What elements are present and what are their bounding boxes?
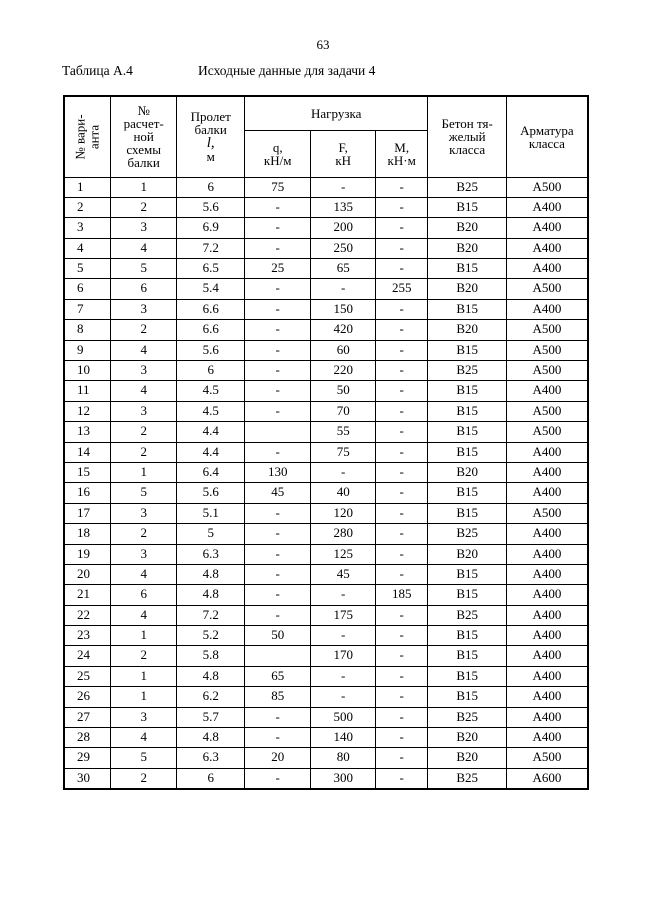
cell-rebar: А400	[507, 483, 588, 503]
cell-span: 6	[177, 768, 245, 788]
cell-q: -	[245, 728, 311, 748]
table-label: Таблица А.4	[62, 63, 133, 78]
cell-span: 5.8	[177, 646, 245, 666]
cell-f: -	[311, 626, 376, 646]
cell-span: 6.6	[177, 320, 245, 340]
cell-rebar: А400	[507, 666, 588, 686]
cell-rebar: А500	[507, 401, 588, 421]
cell-q: -	[245, 340, 311, 360]
cell-m: -	[376, 462, 428, 482]
cell-m: -	[376, 605, 428, 625]
cell-span: 6.4	[177, 462, 245, 482]
cell-scheme: 4	[111, 381, 177, 401]
cell-span: 7.2	[177, 238, 245, 258]
cell-scheme: 3	[111, 707, 177, 727]
table-row	[64, 442, 588, 462]
cell-q: -	[245, 707, 311, 727]
cell-concrete: В15	[428, 646, 507, 666]
cell-q: -	[245, 279, 311, 299]
cell-variant: 7	[64, 299, 111, 319]
cell-concrete: В15	[428, 381, 507, 401]
table-row	[64, 279, 588, 299]
cell-scheme: 4	[111, 238, 177, 258]
cell-q: -	[245, 238, 311, 258]
cell-variant: 15	[64, 462, 111, 482]
cell-f: 170	[311, 646, 376, 666]
cell-rebar: А500	[507, 279, 588, 299]
cell-scheme: 2	[111, 646, 177, 666]
cell-concrete: В25	[428, 768, 507, 788]
cell-f: 250	[311, 238, 376, 258]
cell-concrete: В20	[428, 462, 507, 482]
header-concrete: Бетон тя- желый класса	[428, 96, 507, 177]
cell-q: -	[245, 442, 311, 462]
cell-m: -	[376, 524, 428, 544]
cell-scheme: 2	[111, 524, 177, 544]
cell-scheme: 2	[111, 768, 177, 788]
cell-m: -	[376, 748, 428, 768]
cell-variant: 27	[64, 707, 111, 727]
cell-scheme: 1	[111, 462, 177, 482]
cell-span: 6.2	[177, 687, 245, 707]
cell-f: 45	[311, 564, 376, 584]
cell-q: 130	[245, 462, 311, 482]
cell-m: -	[376, 299, 428, 319]
cell-q: -	[245, 768, 311, 788]
cell-q: -	[245, 320, 311, 340]
table-row	[64, 748, 588, 768]
cell-scheme: 1	[111, 626, 177, 646]
cell-concrete: В20	[428, 544, 507, 564]
cell-scheme: 5	[111, 748, 177, 768]
table-row	[64, 564, 588, 584]
cell-concrete: В20	[428, 748, 507, 768]
cell-concrete: В15	[428, 422, 507, 442]
cell-m: -	[376, 340, 428, 360]
cell-m: -	[376, 401, 428, 421]
cell-rebar: А500	[507, 361, 588, 381]
cell-rebar: А400	[507, 707, 588, 727]
cell-rebar: А400	[507, 197, 588, 217]
cell-variant: 11	[64, 381, 111, 401]
table-title: Исходные данные для задачи 4	[198, 63, 376, 78]
cell-q: -	[245, 401, 311, 421]
cell-f: 220	[311, 361, 376, 381]
cell-span: 5.6	[177, 340, 245, 360]
header-scheme: № расчет- ной схемы балки	[111, 96, 177, 177]
cell-m: -	[376, 626, 428, 646]
cell-f: 60	[311, 340, 376, 360]
header-variant: № вари- анта	[64, 96, 111, 177]
cell-q: 25	[245, 259, 311, 279]
input-data-table	[63, 95, 589, 790]
cell-variant: 4	[64, 238, 111, 258]
cell-f: 200	[311, 218, 376, 238]
cell-span: 5.1	[177, 503, 245, 523]
cell-f: 420	[311, 320, 376, 340]
cell-variant: 14	[64, 442, 111, 462]
cell-f: 55	[311, 422, 376, 442]
table-row	[64, 422, 588, 442]
cell-concrete: В15	[428, 626, 507, 646]
cell-scheme: 1	[111, 687, 177, 707]
cell-q: -	[245, 299, 311, 319]
cell-concrete: В15	[428, 585, 507, 605]
cell-f: -	[311, 462, 376, 482]
table-row	[64, 259, 588, 279]
cell-q	[245, 646, 311, 666]
cell-f: -	[311, 687, 376, 707]
cell-variant: 9	[64, 340, 111, 360]
cell-span: 4.4	[177, 442, 245, 462]
cell-f: 280	[311, 524, 376, 544]
cell-span: 5.6	[177, 197, 245, 217]
cell-rebar: А500	[507, 320, 588, 340]
header-f: F, кН	[311, 130, 376, 177]
cell-f: 80	[311, 748, 376, 768]
cell-variant: 13	[64, 422, 111, 442]
cell-m: -	[376, 238, 428, 258]
cell-span: 6.3	[177, 544, 245, 564]
cell-variant: 18	[64, 524, 111, 544]
cell-variant: 26	[64, 687, 111, 707]
table-row	[64, 483, 588, 503]
cell-rebar: А400	[507, 462, 588, 482]
cell-scheme: 3	[111, 503, 177, 523]
cell-variant: 1	[64, 177, 111, 197]
cell-concrete: В15	[428, 340, 507, 360]
cell-rebar: А400	[507, 646, 588, 666]
cell-concrete: В20	[428, 728, 507, 748]
header-load: Нагрузка	[245, 96, 428, 130]
cell-f: 50	[311, 381, 376, 401]
cell-rebar: А600	[507, 768, 588, 788]
header-rebar: Арматура класса	[507, 96, 588, 177]
table-row	[64, 320, 588, 340]
cell-m: -	[376, 687, 428, 707]
cell-concrete: В25	[428, 707, 507, 727]
cell-concrete: В15	[428, 564, 507, 584]
cell-span: 6	[177, 361, 245, 381]
table-row	[64, 462, 588, 482]
cell-m: -	[376, 483, 428, 503]
cell-m: -	[376, 442, 428, 462]
table-row	[64, 666, 588, 686]
cell-rebar: А400	[507, 728, 588, 748]
cell-concrete: В15	[428, 299, 507, 319]
table-row	[64, 177, 588, 197]
cell-rebar: А500	[507, 340, 588, 360]
cell-q: -	[245, 524, 311, 544]
cell-scheme: 3	[111, 361, 177, 381]
cell-rebar: А400	[507, 524, 588, 544]
cell-f: 65	[311, 259, 376, 279]
cell-span: 6.9	[177, 218, 245, 238]
cell-span: 5.6	[177, 483, 245, 503]
cell-concrete: В20	[428, 320, 507, 340]
cell-rebar: А500	[507, 422, 588, 442]
cell-concrete: В15	[428, 666, 507, 686]
cell-f: -	[311, 666, 376, 686]
cell-f: 175	[311, 605, 376, 625]
table-row	[64, 544, 588, 564]
table-row	[64, 626, 588, 646]
cell-span: 4.8	[177, 585, 245, 605]
table-row	[64, 503, 588, 523]
cell-f: 125	[311, 544, 376, 564]
cell-variant: 20	[64, 564, 111, 584]
cell-q: 45	[245, 483, 311, 503]
header-m: M, кН·м	[376, 130, 428, 177]
cell-f: 75	[311, 442, 376, 462]
cell-m: -	[376, 564, 428, 584]
cell-m: 185	[376, 585, 428, 605]
cell-span: 5.4	[177, 279, 245, 299]
cell-span: 4.8	[177, 728, 245, 748]
cell-scheme: 6	[111, 279, 177, 299]
cell-scheme: 4	[111, 728, 177, 748]
cell-q: -	[245, 564, 311, 584]
cell-m: -	[376, 381, 428, 401]
cell-span: 4.8	[177, 666, 245, 686]
cell-q: -	[245, 361, 311, 381]
table-row	[64, 361, 588, 381]
table-row	[64, 728, 588, 748]
cell-rebar: А400	[507, 299, 588, 319]
cell-f: 300	[311, 768, 376, 788]
cell-rebar: А400	[507, 564, 588, 584]
cell-f: 70	[311, 401, 376, 421]
table-row	[64, 197, 588, 217]
table-row	[64, 646, 588, 666]
cell-span: 5.2	[177, 626, 245, 646]
header-span: Пролет балки l, м	[177, 96, 245, 177]
cell-m: -	[376, 177, 428, 197]
cell-scheme: 5	[111, 259, 177, 279]
cell-variant: 23	[64, 626, 111, 646]
cell-rebar: А400	[507, 381, 588, 401]
table-row	[64, 687, 588, 707]
cell-span: 4.5	[177, 401, 245, 421]
cell-span: 7.2	[177, 605, 245, 625]
cell-m: 255	[376, 279, 428, 299]
cell-scheme: 2	[111, 320, 177, 340]
cell-q: 75	[245, 177, 311, 197]
cell-rebar: А400	[507, 687, 588, 707]
cell-rebar: А500	[507, 503, 588, 523]
cell-scheme: 1	[111, 177, 177, 197]
table-row	[64, 340, 588, 360]
cell-f: -	[311, 177, 376, 197]
cell-m: -	[376, 544, 428, 564]
cell-f: -	[311, 585, 376, 605]
cell-q: -	[245, 605, 311, 625]
cell-m: -	[376, 422, 428, 442]
cell-scheme: 1	[111, 666, 177, 686]
cell-concrete: В25	[428, 605, 507, 625]
cell-q: 20	[245, 748, 311, 768]
cell-f: 140	[311, 728, 376, 748]
cell-f: 40	[311, 483, 376, 503]
cell-concrete: В15	[428, 503, 507, 523]
cell-q: -	[245, 197, 311, 217]
cell-m: -	[376, 320, 428, 340]
cell-m: -	[376, 197, 428, 217]
table-row	[64, 585, 588, 605]
cell-scheme: 4	[111, 340, 177, 360]
cell-m: -	[376, 768, 428, 788]
cell-span: 5	[177, 524, 245, 544]
table-row	[64, 401, 588, 421]
cell-variant: 8	[64, 320, 111, 340]
cell-m: -	[376, 666, 428, 686]
cell-variant: 2	[64, 197, 111, 217]
cell-span: 6.3	[177, 748, 245, 768]
table-row	[64, 768, 588, 788]
cell-q: 65	[245, 666, 311, 686]
cell-m: -	[376, 259, 428, 279]
cell-scheme: 6	[111, 585, 177, 605]
table-row	[64, 524, 588, 544]
cell-scheme: 2	[111, 197, 177, 217]
cell-scheme: 3	[111, 401, 177, 421]
cell-q: -	[245, 218, 311, 238]
cell-variant: 29	[64, 748, 111, 768]
cell-scheme: 2	[111, 422, 177, 442]
cell-q: -	[245, 503, 311, 523]
cell-f: 120	[311, 503, 376, 523]
cell-rebar: А400	[507, 585, 588, 605]
cell-variant: 10	[64, 361, 111, 381]
cell-m: -	[376, 728, 428, 748]
cell-rebar: А400	[507, 442, 588, 462]
cell-concrete: В20	[428, 279, 507, 299]
cell-m: -	[376, 646, 428, 666]
cell-concrete: В25	[428, 361, 507, 381]
cell-scheme: 5	[111, 483, 177, 503]
cell-variant: 22	[64, 605, 111, 625]
cell-span: 4.5	[177, 381, 245, 401]
cell-concrete: В15	[428, 259, 507, 279]
cell-variant: 12	[64, 401, 111, 421]
cell-rebar: А400	[507, 259, 588, 279]
cell-m: -	[376, 361, 428, 381]
cell-rebar: А500	[507, 748, 588, 768]
cell-scheme: 3	[111, 544, 177, 564]
table-row	[64, 238, 588, 258]
cell-variant: 6	[64, 279, 111, 299]
cell-span: 6.6	[177, 299, 245, 319]
cell-rebar: А400	[507, 605, 588, 625]
page-number: 63	[316, 37, 330, 52]
cell-variant: 24	[64, 646, 111, 666]
cell-concrete: В20	[428, 238, 507, 258]
cell-concrete: В15	[428, 483, 507, 503]
cell-variant: 17	[64, 503, 111, 523]
cell-variant: 19	[64, 544, 111, 564]
cell-rebar: А400	[507, 626, 588, 646]
cell-rebar: А400	[507, 238, 588, 258]
cell-concrete: В15	[428, 687, 507, 707]
table-row	[64, 381, 588, 401]
cell-m: -	[376, 707, 428, 727]
cell-variant: 28	[64, 728, 111, 748]
cell-concrete: В25	[428, 177, 507, 197]
cell-concrete: В20	[428, 218, 507, 238]
cell-q: -	[245, 544, 311, 564]
cell-q: 85	[245, 687, 311, 707]
cell-rebar: А400	[507, 544, 588, 564]
cell-f: 500	[311, 707, 376, 727]
cell-rebar: А400	[507, 218, 588, 238]
cell-span: 6	[177, 177, 245, 197]
cell-concrete: В15	[428, 442, 507, 462]
table-row	[64, 707, 588, 727]
cell-variant: 5	[64, 259, 111, 279]
cell-span: 4.4	[177, 422, 245, 442]
cell-span: 5.7	[177, 707, 245, 727]
cell-variant: 16	[64, 483, 111, 503]
cell-scheme: 3	[111, 299, 177, 319]
table-row	[64, 605, 588, 625]
cell-variant: 30	[64, 768, 111, 788]
cell-concrete: В25	[428, 524, 507, 544]
cell-f: 150	[311, 299, 376, 319]
cell-q: 50	[245, 626, 311, 646]
cell-q: -	[245, 585, 311, 605]
cell-variant: 25	[64, 666, 111, 686]
cell-scheme: 2	[111, 442, 177, 462]
cell-f: 135	[311, 197, 376, 217]
cell-m: -	[376, 218, 428, 238]
header-q: q, кН/м	[245, 130, 311, 177]
cell-scheme: 4	[111, 564, 177, 584]
table-row	[64, 218, 588, 238]
cell-rebar: А500	[507, 177, 588, 197]
cell-q: -	[245, 381, 311, 401]
cell-scheme: 4	[111, 605, 177, 625]
cell-q	[245, 422, 311, 442]
cell-concrete: В15	[428, 197, 507, 217]
cell-variant: 21	[64, 585, 111, 605]
cell-f: -	[311, 279, 376, 299]
cell-span: 4.8	[177, 564, 245, 584]
cell-concrete: В15	[428, 401, 507, 421]
cell-m: -	[376, 503, 428, 523]
cell-scheme: 3	[111, 218, 177, 238]
table-row	[64, 299, 588, 319]
cell-variant: 3	[64, 218, 111, 238]
cell-span: 6.5	[177, 259, 245, 279]
